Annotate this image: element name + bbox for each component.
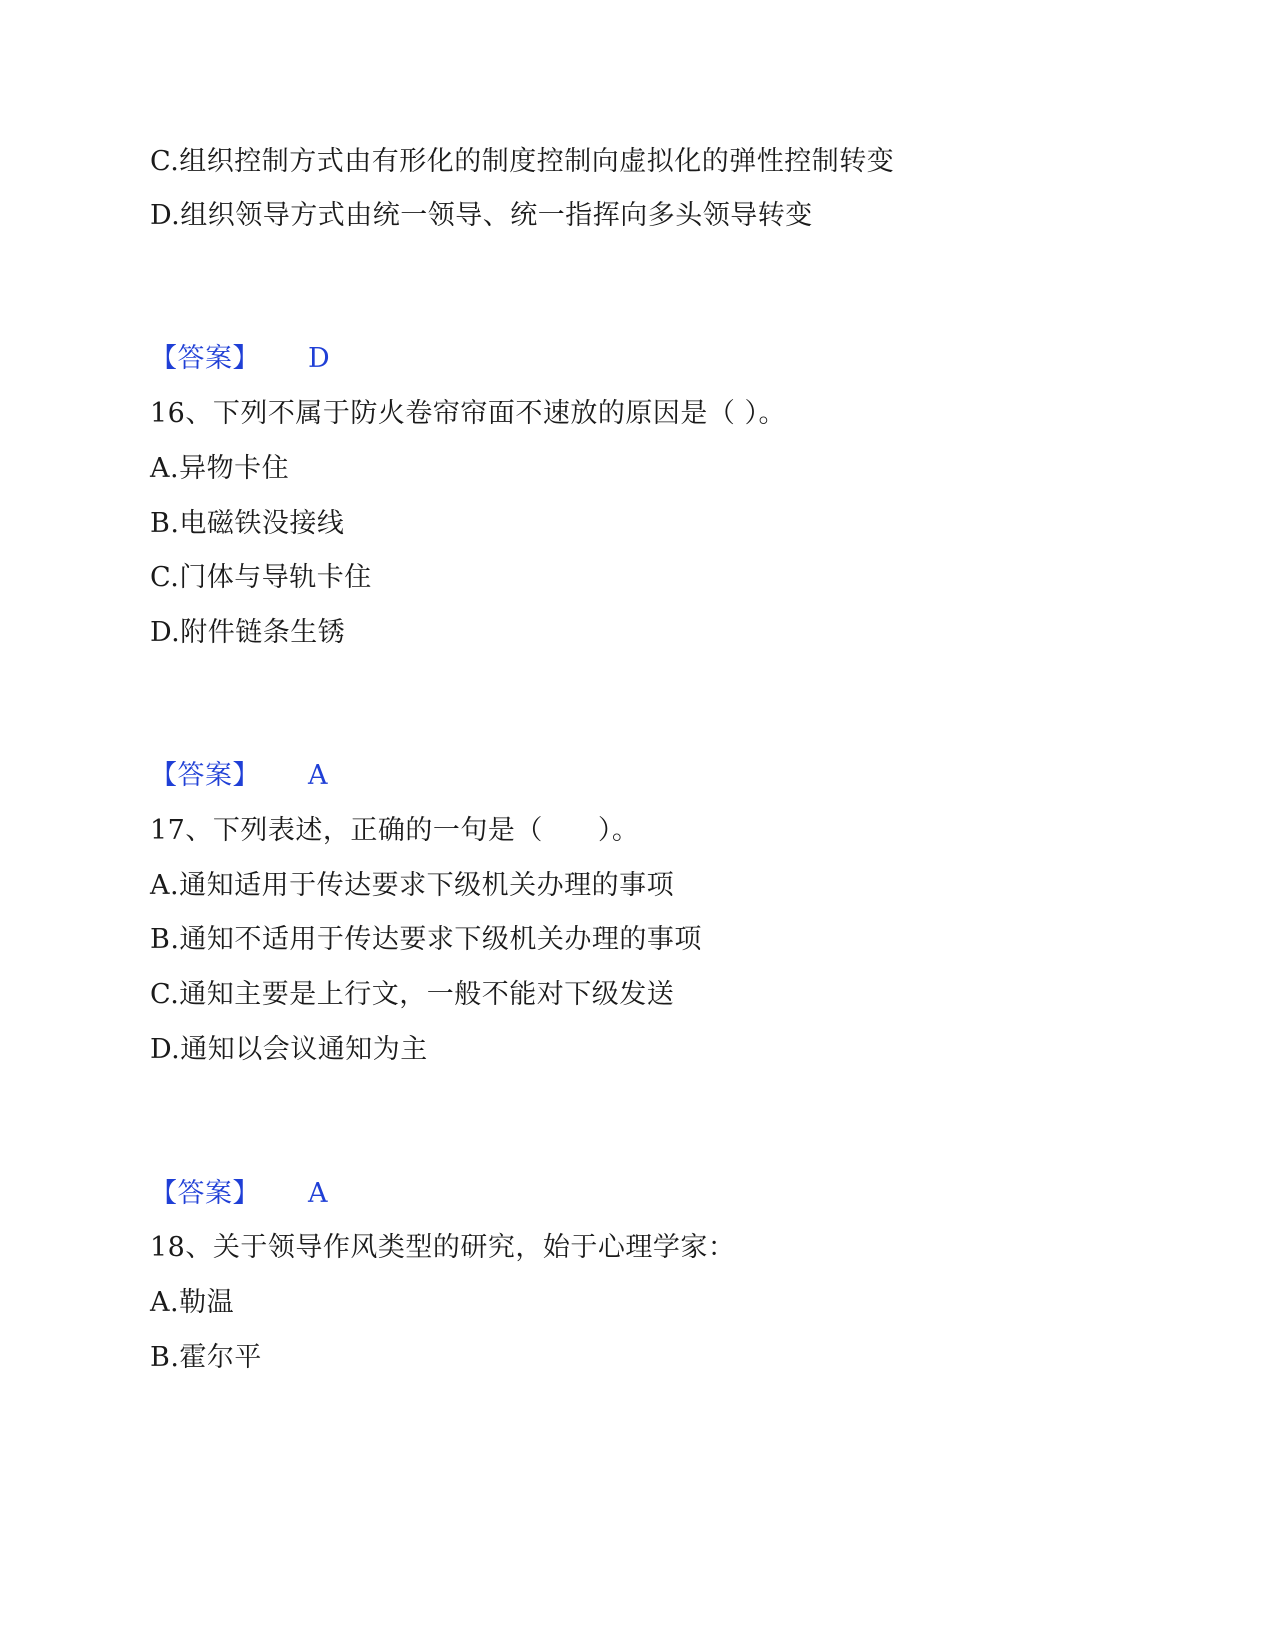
answer-line [150, 341, 330, 377]
answer-letter: A [308, 1178, 328, 1209]
question-17-answer [150, 1176, 328, 1212]
question-17-option-c: C.通知主要是上行文，一般不能对下级发送 [150, 979, 675, 1010]
question-18-option-b: B.霍尔平 [150, 1342, 262, 1373]
question-17-option-b: B.通知不适用于传达要求下级机关办理的事项 [150, 924, 702, 955]
question-16-option-b: B.电磁铁没接线 [150, 508, 345, 539]
question-18-option-a: A.勒温 [150, 1287, 235, 1318]
answer-letter: D [308, 343, 331, 374]
question-16-option-d: D.附件链条生锈 [150, 617, 346, 648]
question-17-option-d: D.通知以会议通知为主 [150, 1034, 428, 1065]
option-c: C.组织控制方式由有形化的制度控制向虚拟化的弹性控制转变 [150, 146, 895, 177]
answer-label: 【答案】 [150, 1178, 260, 1209]
answer-label: 【答案】 [150, 343, 260, 374]
option-d: D.组织领导方式由统一领导、统一指挥向多头领导转变 [150, 200, 813, 231]
answer-label: 【答案】 [150, 760, 260, 791]
question-18-stem: 18、关于领导作风类型的研究，始于心理学家： [150, 1232, 736, 1263]
question-16-answer [150, 758, 328, 794]
question-17-option-a: A.通知适用于传达要求下级机关办理的事项 [150, 870, 675, 901]
question-16-stem: 16、下列不属于防火卷帘帘面不速放的原因是（ ）。 [150, 398, 786, 429]
answer-letter: A [308, 760, 328, 791]
question-17-stem: 17、下列表述，正确的一句是（ ）。 [150, 815, 640, 846]
question-16-option-a: A.异物卡住 [150, 453, 290, 484]
question-16-option-c: C.门体与导轨卡住 [150, 562, 372, 593]
